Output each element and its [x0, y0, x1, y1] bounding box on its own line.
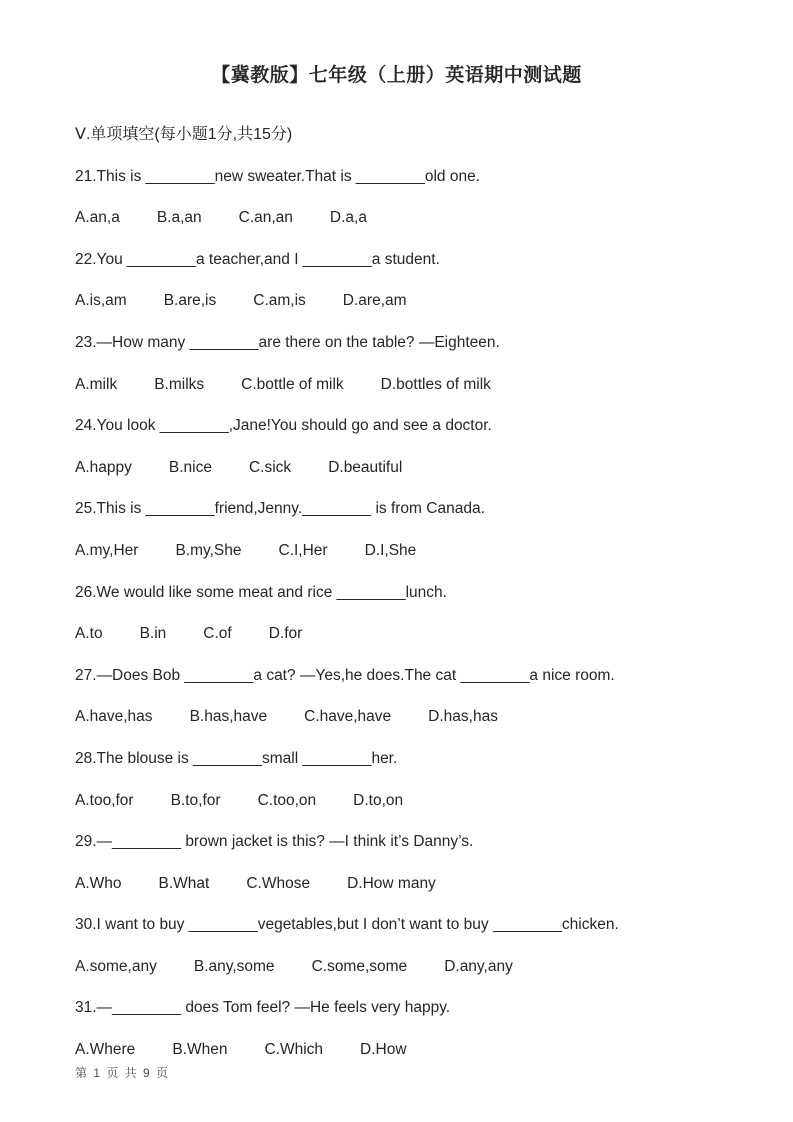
option-b: B.milks [154, 375, 205, 393]
option-a: A.have,has [75, 708, 153, 726]
option-a: A.some,any [75, 957, 157, 975]
question-options-25 [75, 530, 757, 572]
option-d: D.bottles of milk [380, 375, 491, 393]
option-d: D.are,am [342, 292, 407, 310]
option-c: C.I,Her [278, 541, 328, 559]
option-a: A.milk [75, 375, 118, 393]
option-b: B.What [158, 874, 210, 892]
option-d: D.beautiful [328, 458, 403, 476]
question-text-24: 24.You look ________,Jane!You should go and see a doctor. [75, 417, 492, 435]
option-b: B.a,an [156, 209, 202, 227]
option-c: C.bottle of milk [241, 375, 344, 393]
option-c: C.am,is [253, 292, 306, 310]
question-text-21: 21.This is ________new sweater.That is ________old one. [75, 167, 481, 185]
question-text-31: 31.—________ does Tom feel? —He feels very happy. [75, 999, 451, 1017]
page-footer: 第 1 页 共 9 页 [75, 1066, 170, 1080]
option-c: C.sick [248, 458, 292, 476]
question-text-27: 27.—Does Bob ________a cat? —Yes,he does.The cat ________a nice room. [75, 666, 615, 684]
section-header: Ⅴ.单项填空(每小题1分,共15分) [75, 126, 293, 143]
option-c: C.an,an [238, 209, 293, 227]
option-c: C.have,have [304, 708, 392, 726]
document-body [75, 114, 757, 1071]
question-text-30: 30.I want to buy ________vegetables,but I don’t want to buy ________chicken. [75, 916, 619, 934]
option-c: C.too,on [257, 791, 317, 809]
question-options-22 [75, 280, 757, 322]
option-d: D.How [360, 1041, 407, 1059]
option-c: C.some,some [311, 957, 408, 975]
option-b: B.nice [168, 458, 212, 476]
question-options-28 [75, 780, 757, 822]
option-a: A.an,a [75, 209, 120, 227]
option-d: D.to,on [353, 791, 404, 809]
question-options-31 [75, 1029, 757, 1071]
option-b: B.in [139, 625, 167, 643]
question-options-27 [75, 696, 757, 738]
option-d: D.a,a [329, 209, 367, 227]
option-b: B.are,is [163, 292, 217, 310]
question-options-30 [75, 946, 757, 988]
option-b: B.my,She [175, 541, 242, 559]
question-options-24 [75, 447, 757, 489]
option-d: D.How many [347, 874, 436, 892]
option-a: A.is,am [75, 292, 127, 310]
question-options-21 [75, 197, 757, 239]
question-options-29 [75, 863, 757, 905]
question-text-22: 22.You ________a teacher,and I ________a student. [75, 250, 440, 268]
option-d: D.for [268, 625, 303, 643]
option-a: A.to [75, 625, 103, 643]
option-a: A.too,for [75, 791, 134, 809]
option-d: D.I,She [364, 541, 417, 559]
option-d: D.has,has [428, 708, 498, 726]
question-text-28: 28.The blouse is ________small ________her. [75, 749, 398, 767]
option-a: A.Who [75, 874, 122, 892]
option-c: C.Whose [246, 874, 311, 892]
page-title: 【冀教版】七年级（上册）英语期中测试题 [211, 65, 582, 86]
option-c: C.Which [264, 1041, 324, 1059]
option-b: B.When [172, 1041, 228, 1059]
option-b: B.to,for [170, 791, 221, 809]
question-options-26 [75, 613, 757, 655]
question-text-23: 23.—How many ________are there on the table? —Eighteen. [75, 333, 500, 351]
option-a: A.happy [75, 458, 132, 476]
option-a: A.my,Her [75, 541, 139, 559]
question-text-26: 26.We would like some meat and rice ________lunch. [75, 583, 447, 601]
option-a: A.Where [75, 1041, 136, 1059]
question-text-25: 25.This is ________friend,Jenny.________ is from Canada. [75, 500, 485, 518]
option-b: B.has,have [189, 708, 268, 726]
option-d: D.any,any [444, 957, 513, 975]
question-options-23 [75, 364, 757, 406]
option-c: C.of [203, 625, 232, 643]
option-b: B.any,some [193, 957, 275, 975]
question-text-29: 29.—________ brown jacket is this? —I think it’s Danny’s. [75, 833, 474, 851]
